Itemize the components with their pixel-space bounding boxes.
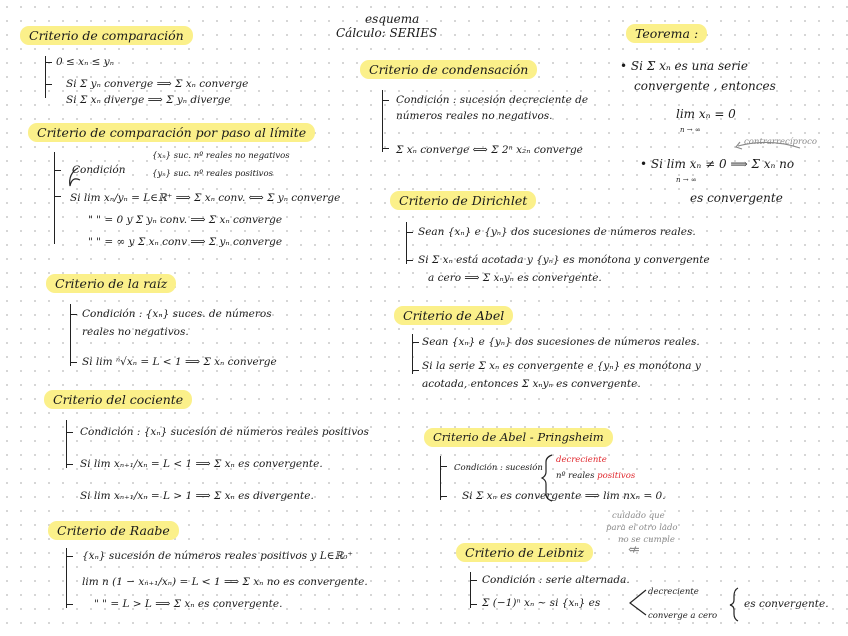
- abel-line-3: acotada, entonces Σ xₙyₙ es convergente.: [422, 378, 641, 390]
- teorema-line-5: es convergente: [690, 191, 783, 205]
- raabe-line-2: lim n (1 − xₙ₊₁/xₙ) = L < 1 ⟹ Σ xₙ no es convergente.: [82, 576, 368, 588]
- raabe-title: Criterio de Raabe: [48, 521, 179, 540]
- condensacion-line-2: números reales no negativos.: [396, 110, 553, 122]
- limite-line-1: Si lim xₙ/yₙ = L∈ℝ⁺ ⟹ Σ xₙ conv. ⟺ Σ yₙ converge: [70, 192, 341, 204]
- limite-condicion-label: Condición: [72, 164, 126, 176]
- raiz-line-1: Condición : {xₙ} suces. de números: [82, 308, 272, 320]
- pringsheim-cond-positivos: positivos: [597, 471, 636, 481]
- pringsheim-cond-reales: nº reales positivos: [556, 471, 636, 481]
- pringsheim-note-1: cuidado que: [612, 511, 665, 521]
- cociente-bracket: [66, 420, 67, 468]
- comparacion-line-3: Si Σ xₙ diverge ⟹ Σ yₙ diverge: [66, 94, 231, 106]
- leibniz-line-1: Condición : serie alternada.: [482, 574, 630, 586]
- pringsheim-bracket: [440, 456, 441, 500]
- dirichlet-line-1: Sean {xₙ} e {yₙ} dos sucesiones de números reales.: [418, 226, 696, 238]
- limite-line-3: " " = ∞ y Σ xₙ conv ⟹ Σ yₙ converge: [88, 236, 283, 248]
- comparacion-line-2: Si Σ yₙ converge ⟹ Σ xₙ converge: [66, 78, 249, 90]
- raiz-line-2: reales no negativos.: [82, 326, 189, 338]
- teorema-line-1: • Si Σ xₙ es una serie: [620, 59, 748, 73]
- teorema-title: Teorema :: [626, 24, 707, 43]
- abel-bracket: [412, 334, 413, 374]
- cociente-line-1: Condición : {xₙ} sucesión de números reales positivos: [80, 426, 369, 438]
- teorema-contrarreciproco: contrarrecíproco: [744, 137, 818, 147]
- pringsheim-note-3: no se cumple: [618, 535, 675, 545]
- cociente-title: Criterio del cociente: [44, 390, 192, 409]
- limite-title: Criterio de comparación por paso al límite: [28, 123, 315, 142]
- pringsheim-note-2: para el otro lado: [606, 523, 678, 533]
- dirichlet-line-3: a cero ⟹ Σ xₙyₙ es convergente.: [428, 272, 602, 284]
- comparacion-title: Criterio de comparación: [20, 26, 193, 45]
- raabe-line-1: {xₙ} sucesión de números reales positivos y L∈ℝ₀⁺: [82, 550, 353, 562]
- teorema-line-3: lim xₙ = 0: [676, 107, 736, 121]
- cociente-line-2: Si lim xₙ₊₁/xₙ = L < 1 ⟹ Σ xₙ es convergente.: [80, 458, 323, 470]
- cociente-line-3: Si lim xₙ₊₁/xₙ = L > 1 ⟹ Σ xₙ es divergente.: [80, 490, 314, 502]
- leibniz-brace-2: converge a cero: [648, 611, 718, 621]
- leibniz-title: Criterio de Leibniz: [456, 543, 593, 562]
- raiz-title: Criterio de la raíz: [46, 274, 176, 293]
- raabe-bracket: [66, 548, 67, 608]
- pringsheim-line-1: Si Σ xₙ es convergente ⟹ lim nxₙ = 0.: [462, 490, 666, 502]
- pringsheim-cond: Condición : sucesión: [454, 463, 543, 473]
- pringsheim-title: Criterio de Abel - Pringsheim: [424, 428, 613, 447]
- teorema-line-4: • Si lim xₙ ≠ 0 ⟹ Σ xₙ no: [640, 157, 795, 171]
- condensacion-line-1: Condición : sucesión decreciente de: [396, 94, 589, 106]
- limite-cond-2: {yₙ} suc. nº reales positivos: [152, 169, 273, 179]
- abel-line-1: Sean {xₙ} e {yₙ} dos sucesiones de números reales.: [422, 336, 700, 348]
- limite-bracket: [54, 152, 55, 244]
- condensacion-title: Criterio de condensación: [360, 60, 537, 79]
- leibniz-line-3: es convergente.: [744, 598, 829, 610]
- abel-title: Criterio de Abel: [394, 306, 513, 325]
- dirichlet-title: Criterio de Dirichlet: [390, 191, 536, 210]
- teorema-line-2: convergente , entonces: [634, 79, 776, 93]
- teorema-line-3-sub: n → ∞: [680, 126, 701, 134]
- raabe-line-3: " " = L > L ⟹ Σ xₙ es convergente.: [94, 598, 283, 610]
- page-subtitle: Cálculo: SERIES: [336, 26, 438, 40]
- dirichlet-bracket: [406, 222, 407, 264]
- leibniz-line-2: Σ (−1)ⁿ xₙ ∼ si {xₙ} es: [482, 597, 601, 609]
- leibniz-brace-1: decreciente: [648, 587, 699, 597]
- teorema-line-4-sub: n → ∞: [676, 176, 697, 184]
- comparacion-line-1: 0 ≤ xₙ ≤ yₙ: [56, 56, 114, 68]
- page-title: esquema: [365, 12, 420, 26]
- raiz-line-3: Si lim ⁿ√xₙ = L < 1 ⟹ Σ xₙ converge: [82, 356, 277, 368]
- limite-line-2: " " = 0 y Σ yₙ conv. ⟹ Σ xₙ converge: [88, 214, 283, 226]
- dirichlet-line-2: Si Σ xₙ está acotada y {yₙ} es monótona y convergente: [418, 254, 710, 266]
- leibniz-bracket: [470, 572, 471, 608]
- pringsheim-note-symbol: ⇍: [628, 542, 640, 558]
- limite-cond-1: {xₙ} suc. nº reales no negativos: [152, 151, 290, 161]
- abel-line-2: Si la serie Σ xₙ es convergente e {yₙ} es monótona y: [422, 360, 701, 372]
- pringsheim-cond-decreciente: decreciente: [556, 455, 607, 465]
- condensacion-line-3: Σ xₙ converge ⟺ Σ 2ⁿ x₂ₙ converge: [396, 144, 583, 156]
